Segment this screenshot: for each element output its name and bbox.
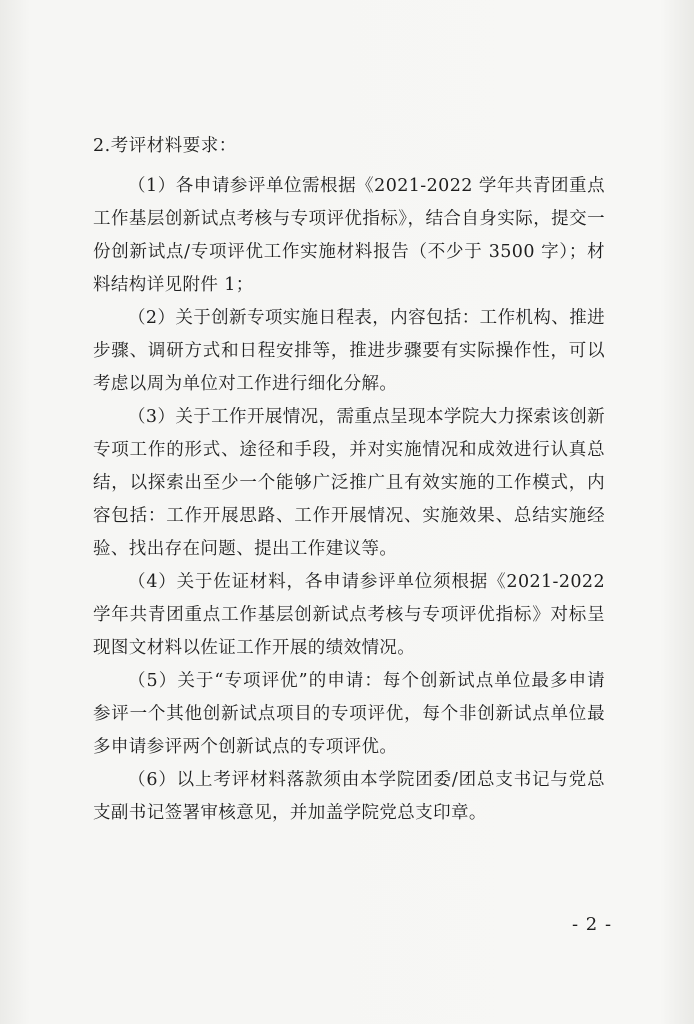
paragraph-5: （5）关于“专项评优”的申请：每个创新试点单位最多申请参评一个其他创新试点项目的专项评优，每个非创新试点单位最多申请参评两个创新试点的专项评优。	[93, 671, 605, 757]
page-number: - 2 -	[572, 914, 613, 935]
document-body	[93, 130, 605, 830]
paragraph-3: （3）关于工作开展情况，需重点呈现本学院大力探索该创新专项工作的形式、途径和手段，并对实施情况和成效进行认真总结，以探索出至少一个能够广泛推广且有效实施的工作模式，内容包括：工作开展思路、工作开展情况、实施效果、总结实施经验、找出存在问题、提出工作建议等。	[93, 407, 605, 559]
paragraph-4: （4）关于佐证材料，各申请参评单位须根据《2021-2022 学年共青团重点工作基层创新试点考核与专项评优指标》对标呈现图文材料以佐证工作开展的绩效情况。	[93, 572, 605, 658]
paragraph-2: （2）关于创新专项实施日程表，内容包括：工作机构、推进步骤、调研方式和日程安排等，推进步骤要有实际操作性，可以考虑以周为单位对工作进行细化分解。	[93, 308, 605, 394]
paragraph-1: （1）各申请参评单位需根据《2021-2022 学年共青团重点工作基层创新试点考核与专项评优指标》，结合自身实际，提交一份创新试点/专项评优工作实施材料报告（不少于 3500 字）；材料结构详见附件 1；	[93, 176, 605, 295]
section-heading: 2.考评材料要求：	[93, 136, 237, 156]
paragraph-6: （6）以上考评材料落款须由本学院团委/团总支书记与党总支副书记签署审核意见，并加盖学院党总支印章。	[93, 770, 605, 823]
